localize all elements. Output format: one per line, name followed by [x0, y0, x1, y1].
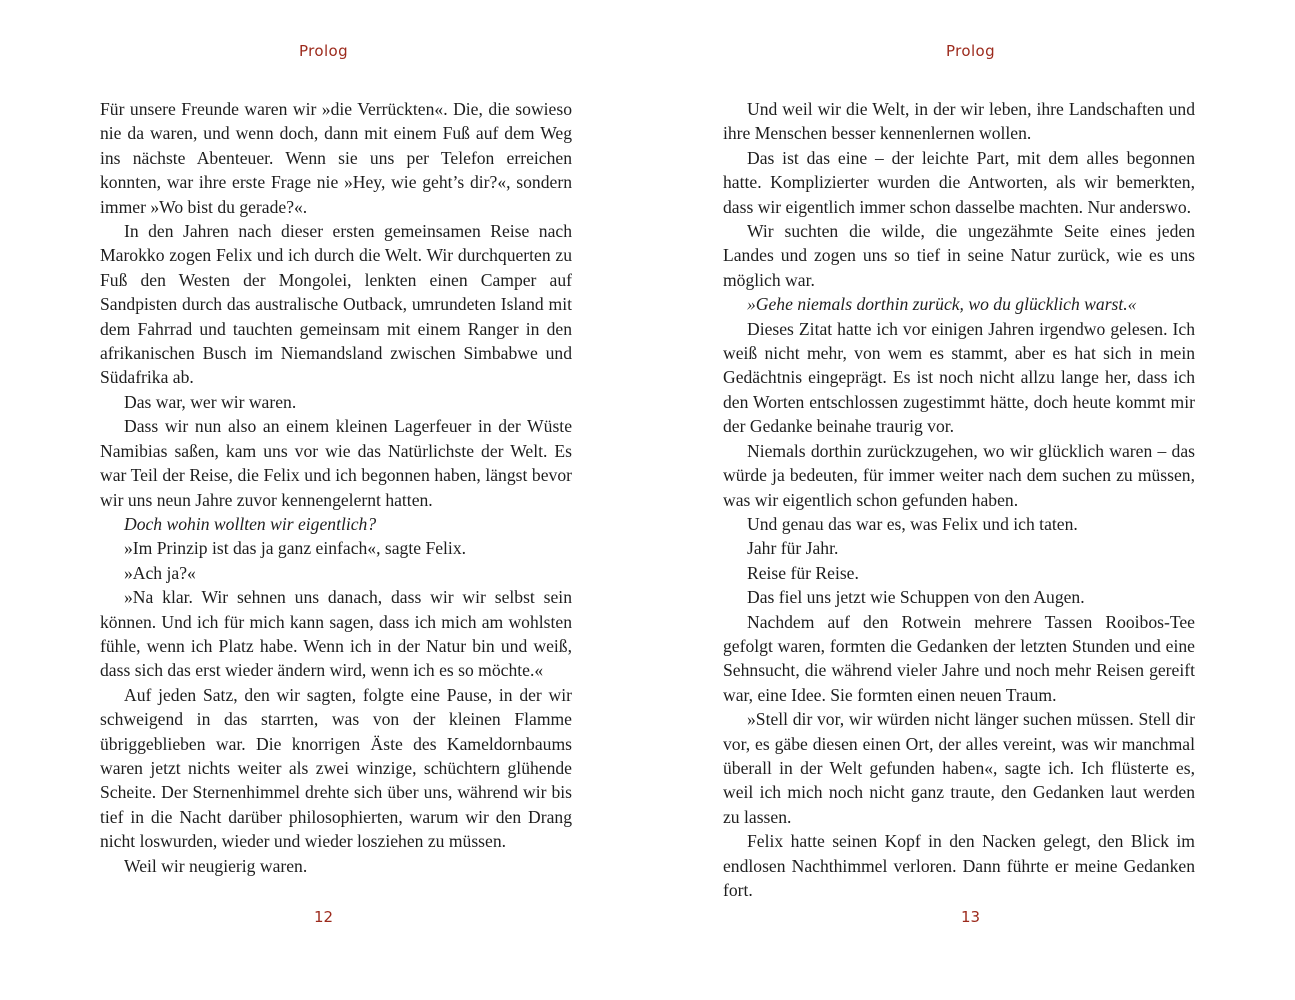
paragraph: »Gehe niemals dorthin zurück, wo du glücklich warst.« [747, 294, 1137, 315]
paragraph: Für unsere Freunde waren wir »die Verrückten«. Die, die sowieso nie da waren, und wenn doch, dann mit einem Fuß auf dem Weg ins nächste Abenteuer. Wenn sie uns per Telefon erreichen konnten, war ihre erste Frage nie »Hey, wie geht’s dir?«, sondern immer »Wo bist du gerade?«. [100, 99, 572, 217]
paragraph: »Im Prinzip ist das ja ganz einfach«, sagte Felix. [124, 538, 467, 559]
paragraph: Das war, wer wir waren. [124, 391, 297, 412]
running-head: Prolog [945, 42, 996, 60]
page-number: 12 [313, 908, 334, 926]
paragraph: Niemals dorthin zurückzugehen, wo wir glücklich waren – das würde ja bedeuten, für immer weiter nach dem suchen zu müssen, was wir eigentlich schon gefunden haben. [723, 440, 1195, 510]
paragraph: Das ist das eine – der leichte Part, mit dem alles begonnen hatte. Komplizierter wurden die Antworten, als wir bemerkten, dass wir eigentlich immer schon dasselbe machten. Nur anderswo. [723, 147, 1195, 217]
paragraph: »Na klar. Wir sehnen uns danach, dass wir wir selbst sein können. Und ich für mich kann sagen, dass ich mich am wohlsten fühle, wenn ich Platz habe. Wenn ich in der Natur bin und weiß, dass sich das erst wieder ändern wird, wenn ich es so möchte.« [100, 587, 572, 681]
paragraph: Und genau das war es, was Felix und ich taten. [747, 513, 1078, 534]
paragraph: Weil wir neugierig waren. [124, 855, 308, 876]
paragraph: In den Jahren nach dieser ersten gemeinsamen Reise nach Marokko zogen Felix und ich durch die Welt. Wir durchquerten zu Fuß den Westen der Mongolei, lenkten einen Camper auf Sandpisten durch das australische Outback, umrundeten Island mit dem Fahrrad und tauchten gemeinsam mit einem Ranger in den afrikanischen Busch im Niemandsland zwischen Simbabwe und Südafrika ab. [100, 221, 572, 388]
paragraph: Doch wohin wollten wir eigentlich? [124, 513, 377, 534]
page-number: 13 [960, 908, 981, 926]
paragraph: »Stell dir vor, wir würden nicht länger suchen müssen. Stell dir vor, es gäbe diesen einen Ort, der alles vereint, was wir manchmal überall in der Welt gefunden haben«, sagte ich. Ich flüsterte es, weil ich mich noch nicht ganz traute, den Gedanken laut werden zu lassen. [723, 709, 1195, 827]
paragraph: Wir suchten die wilde, die ungezähmte Seite eines jeden Landes und zogen uns so tief in seine Natur zurück, wie es uns möglich war. [723, 221, 1195, 290]
paragraph: Und weil wir die Welt, in der wir leben, ihre Landschaften und ihre Menschen besser kennenlernen wollen. [723, 99, 1195, 144]
paragraph: Felix hatte seinen Kopf in den Nacken gelegt, den Blick im endlosen Nachthimmel verloren. Dann führte er meine Gedanken fort. [723, 831, 1195, 900]
paragraph: Nachdem auf den Rotwein mehrere Tassen Rooibos-Tee gefolgt waren, formten die Gedanken der letzten Stunden und eine Sehnsucht, die während vieler Jahre und noch mehr Reisen gereift war, eine Idee. Sie formten einen neuen Traum. [723, 611, 1195, 705]
running-head: Prolog [298, 42, 349, 60]
body-text [100, 97, 572, 878]
paragraph: Dieses Zitat hatte ich vor einigen Jahren irgendwo gelesen. Ich weiß nicht mehr, von wem es stammt, aber es hat sich in mein Gedächtnis eingeprägt. Es ist noch nicht allzu lange her, dass ich den Worten entschlossen zugestimmt hätte, doch heute kommt mir der Gedanke beinahe traurig vor. [723, 318, 1195, 437]
right-page [647, 0, 1294, 1000]
paragraph: Auf jeden Satz, den wir sagten, folgte eine Pause, in der wir schweigend in das starrten, was von der kleinen Flamme übriggeblieben war. Die knorrigen Äste des Kameldornbaums waren jetzt nichts weiter als zwei winzige, schüchtern glühende Scheite. Der Sternenhimmel drehte sich über uns, während wir bis tief in die Nacht darüber philosophierten, warum wir den Drang nicht loswurden, wieder und wieder losziehen zu müssen. [100, 684, 572, 852]
paragraph: Das fiel uns jetzt wie Schuppen von den Augen. [747, 587, 1085, 608]
body-text [723, 97, 1195, 902]
paragraph: Jahr für Jahr. [747, 538, 839, 559]
paragraph: Dass wir nun also an einem kleinen Lagerfeuer in der Wüste Namibias saßen, kam uns vor wie das Natürlichste der Welt. Es war Teil der Reise, die Felix und ich begonnen haben, längst bevor wir uns neun Jahre zuvor kennengelernt hatten. [100, 416, 572, 510]
paragraph: »Ach ja?« [124, 562, 196, 583]
paragraph: Reise für Reise. [747, 562, 859, 583]
left-page [0, 0, 647, 1000]
